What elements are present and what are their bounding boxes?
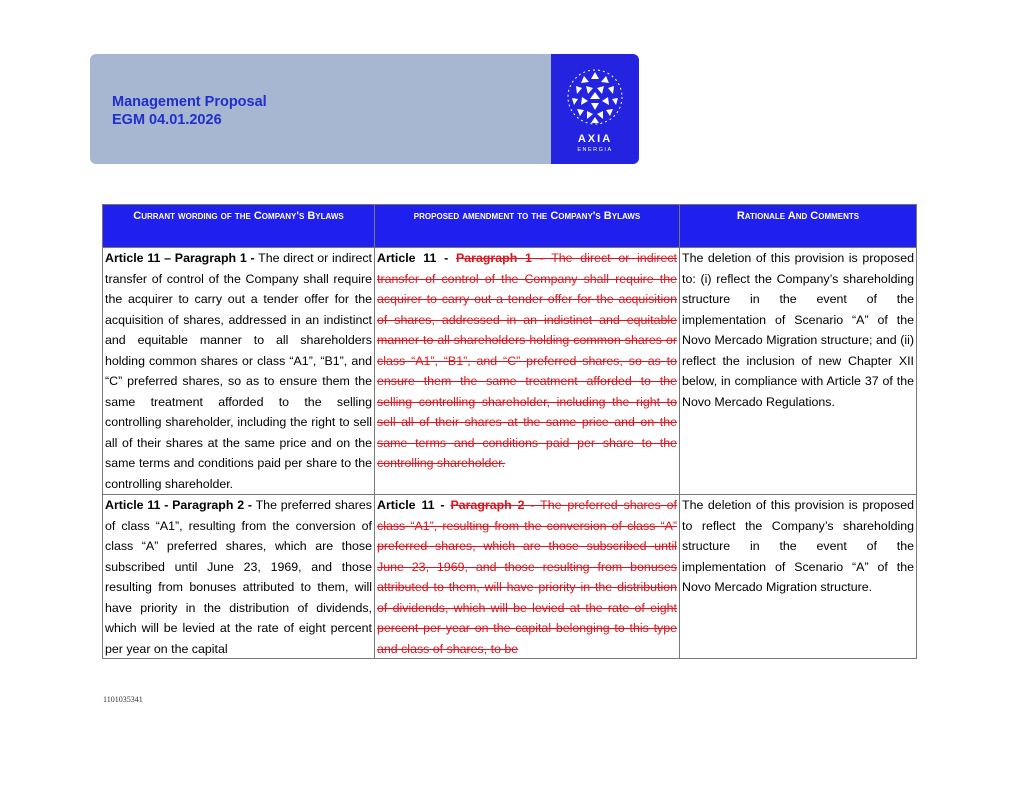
deleted-text: - The preferred shares of class “A1”, resulting from the conversion of class “A” preferred shares, which are those subscribed until June 23, 1969, and those resulting from bonuses attributed to them, will have priority in the distribution of dividends, which will be levied at the rate of eight percent per year on the capital belonging to this type and class of shares, to be — [377, 498, 677, 656]
page-title — [112, 93, 267, 129]
table-row — [103, 495, 917, 659]
column-header-rationale: Rationale And Comments — [680, 205, 917, 248]
amendment-table — [102, 204, 917, 659]
logo-subtitle: ENERGIA — [577, 147, 613, 153]
current-wording-cell — [103, 495, 375, 659]
title-line-1: Management Proposal — [112, 94, 267, 110]
column-header-proposed: proposed amendment to the Company's Bylaws — [375, 205, 680, 248]
title-line-2: EGM 04.01.2026 — [112, 112, 222, 128]
article-text: The preferred shares of class “A1”, resulting from the conversion of class “A” preferred shares, which are those subscribed until June 23, 1969, and those resulting from bonuses attributed to them, will have priority in the distribution of dividends, which will be levied at the rate of eight percent per year on the capital — [105, 498, 372, 656]
deleted-text: - The direct or indirect transfer of control of the Company shall require the acquirer to carry out a tender offer for the acquisition of shares, addressed in an indistinct and equitable manner to all shareholders holding common shares or class “A1”, “B1”, and “C” preferred shares, so as to ensure them the same treatment afforded to the selling controlling shareholder, including the right to sell all of their shares at the same price and on the same terms and conditions paid per share to the controlling shareholder. — [377, 251, 677, 470]
document-id: 1101035341 — [103, 695, 143, 704]
rationale-text: The deletion of this provision is proposed to: (i) reflect the Company’s shareholding structure in the event of the implementation of Scenario “A” of the Novo Mercado Migration structure; and (ii) reflect the inclusion of new Chapter XII below, in compliance with Article 37 of the Novo Mercado Regulations. — [682, 251, 914, 409]
rationale-text: The deletion of this provision is proposed to reflect the Company’s shareholding structure in the event of the implementation of Scenario “A” of the Novo Mercado Migration structure. — [682, 498, 914, 594]
globe-logo-icon — [566, 66, 624, 128]
article-heading: Article 11 - Paragraph 2 - — [105, 498, 253, 512]
table-row — [103, 248, 917, 495]
axia-logo — [551, 54, 639, 164]
rationale-cell — [680, 248, 917, 495]
article-heading: Article 11 - — [377, 251, 456, 265]
header-band — [90, 54, 552, 164]
article-text: The direct or indirect transfer of control of the Company shall require the acquirer to carry out a tender offer for the acquisition of shares, addressed in an indistinct and equitable manner to all shareholders holding common shares or class “A1”, “B1”, and “C” preferred shares, so as to ensure them the same treatment afforded to the selling controlling shareholder, including the right to sell all of their shares at the same price and on the same terms and conditions paid per share to the controlling shareholder. — [105, 251, 372, 491]
proposed-amendment-cell — [375, 248, 680, 495]
article-heading: Article 11 - — [377, 498, 451, 512]
current-wording-cell — [103, 248, 375, 495]
document-header — [90, 54, 638, 164]
rationale-cell — [680, 495, 917, 659]
article-heading: Article 11 – Paragraph 1 - — [105, 251, 255, 265]
column-header-current: Currant wording of the Company's Bylaws — [103, 205, 375, 248]
table-header-row — [103, 205, 917, 248]
deleted-heading: Paragraph 1 — [455, 251, 532, 265]
deleted-heading: Paragraph 2 — [450, 498, 525, 512]
proposed-amendment-cell — [375, 495, 680, 659]
logo-name: AXIA — [577, 133, 613, 145]
